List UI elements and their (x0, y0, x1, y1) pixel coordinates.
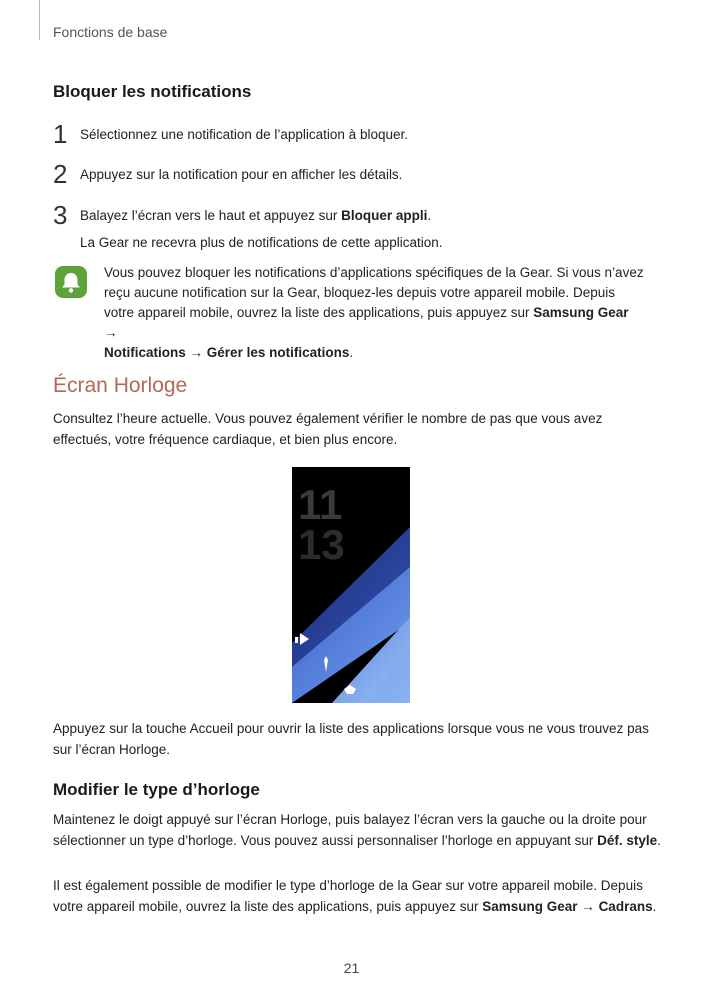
step-number-1: 1 (53, 119, 68, 149)
page-number: 21 (343, 960, 360, 976)
modify-clock-paragraph-1: Maintenez le doigt appuyé sur l’écran Horloge, puis balayez l’écran vers la gauche ou la droite pour sélectionner un type d’horloge. Vous pouvez aussi personnaliser l’horloge en appuyant sur Déf. style. (53, 812, 661, 848)
step-number-3: 3 (53, 200, 68, 230)
watch-hour: 11 (298, 481, 343, 528)
modify-clock-paragraph-2: Il est également possible de modifier le type d’horloge de la Gear sur votre appareil mobile. Depuis votre appareil mobile, ouvrez la liste des applications, puis appuyez sur Samsung Gear → Cadrans. (53, 878, 657, 914)
step-text-2: Appuyez sur la notification pour en afficher les détails. (80, 167, 403, 182)
watch-screen-illustration (292, 467, 410, 703)
clock-screen-heading: Écran Horloge (53, 374, 188, 397)
watch-face (292, 467, 410, 703)
modify-clock-heading: Modifier le type d’horloge (53, 780, 260, 799)
block-notifications-heading: Bloquer les notifications (53, 82, 252, 101)
note-text: Vous pouvez bloquer les notifications d’applications spécifiques de la Gear. Si vous n’avez reçu aucune notification sur la Gear, bloquez-les depuis votre appareil mobile. Depuis votre appareil mobile, ouvrez la liste des applications, puis appuyez sur Samsung Gear → Notifications → Gérer les notifications. (104, 265, 644, 360)
note-icon-box (55, 266, 87, 298)
clock-screen-intro: Consultez l’heure actuelle. Vous pouvez également vérifier le nombre de pas que vous avez effectués, votre fréquence cardiaque, et bien plus encore. (53, 411, 603, 447)
step-3-result: La Gear ne recevra plus de notifications de cette application. (80, 235, 443, 250)
section-header: Fonctions de base (53, 24, 168, 40)
step-number-2: 2 (53, 159, 68, 189)
header-divider (39, 0, 40, 40)
watch-minute: 13 (298, 521, 345, 568)
step-text-3: Balayez l’écran vers le haut et appuyez sur Bloquer appli. (80, 208, 432, 223)
bell-icon (55, 266, 87, 298)
clock-screen-home-tip: Appuyez sur la touche Accueil pour ouvrir la liste des applications lorsque vous ne vous trouvez pas sur l’écran Horloge. (53, 721, 649, 757)
step-text-1: Sélectionnez une notification de l’application à bloquer. (80, 127, 408, 142)
